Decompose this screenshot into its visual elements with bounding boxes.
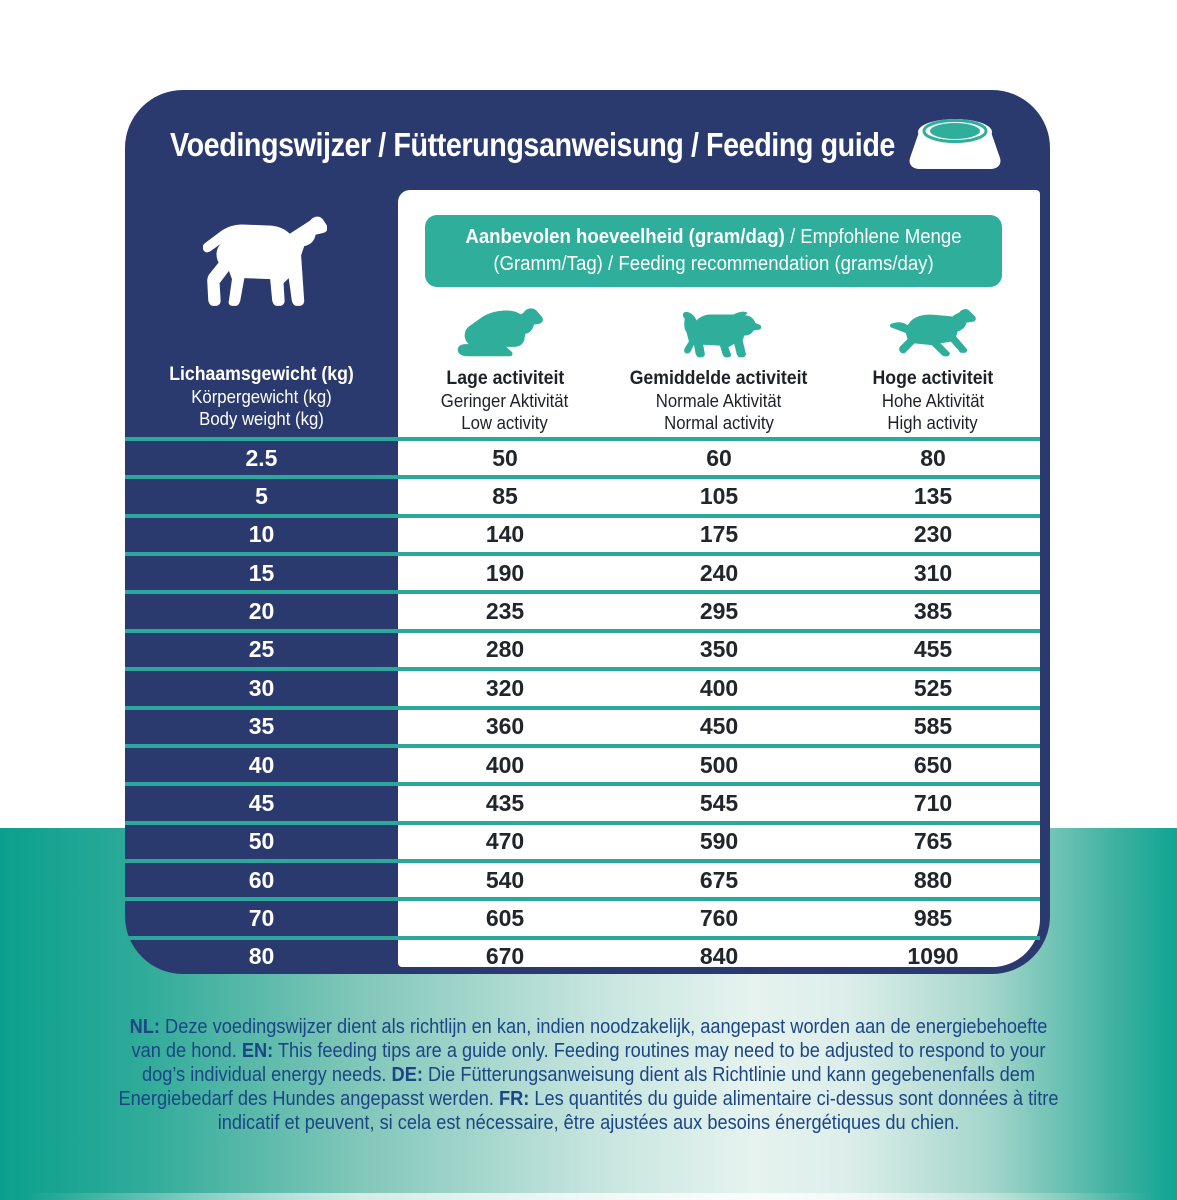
footer-language-label: FR: [498,1088,530,1110]
high-activity-cell: 765 [913,828,953,855]
weight-header-de: Körpergewicht (kg) [191,387,332,407]
footer-text: van de hond. [131,1040,242,1062]
footer-line [53,1111,1124,1135]
high-activity-cell: 310 [913,559,953,586]
column-subtitle-de: Geringer Aktivität [441,391,569,411]
footer-language-label: NL: [129,1016,161,1038]
footer-language-label: EN: [241,1040,274,1062]
low-activity-cell: 400 [485,751,525,778]
low-activity-cell: 280 [485,636,525,663]
normal-activity-cell: 295 [699,598,739,625]
weight-cell: 10 [248,521,275,548]
high-activity-cell: 525 [913,674,953,701]
banner-line2: (Gramm/Tag) / Feeding recommendation (grams/day) [493,253,934,275]
weight-header-en: Body weight (kg) [199,409,324,429]
walking-dog-icon [673,307,765,359]
footer-line [53,1087,1124,1111]
footer-text: Energiebedarf des Hundes angepasst werden. [118,1088,499,1110]
column-title: Gemiddelde activiteit [630,368,808,389]
column-subtitle-de: Normale Aktivität [656,391,782,411]
weight-cell: 45 [248,789,275,816]
high-activity-cell: 985 [913,904,953,931]
normal-activity-cell: 590 [699,828,739,855]
footer-text: Les quantités du guide alimentaire ci-dessus sont données à titre [529,1088,1059,1110]
activity-columns [398,300,1040,434]
footer-note [0,1015,1177,1135]
normal-activity-cell: 60 [706,444,732,471]
footer-text: indicatif et peuvent, si cela est nécessaire, être ajustées aux besoins énergétiques du chien. [217,1112,960,1134]
recommendation-banner [425,215,1002,287]
banner-line1-bold: Aanbevolen hoeveelheid (gram/dag) [465,226,785,248]
footer-text: dog’s individual energy needs. [141,1064,392,1086]
weight-cell: 40 [248,751,275,778]
table-row [125,706,1040,744]
table-row [125,590,1040,628]
table-row [125,936,1040,974]
footer-line [53,1063,1124,1087]
table-row [125,629,1040,667]
low-activity-cell: 540 [485,866,525,893]
low-activity-cell: 435 [485,789,525,816]
high-activity-cell: 455 [913,636,953,663]
normal-activity-cell: 675 [699,866,739,893]
footer-language-label: DE: [391,1064,423,1086]
lying-dog-icon [454,307,556,359]
high-activity-cell: 385 [913,598,953,625]
normal-activity-cell: 105 [699,483,739,510]
high-activity-cell: 80 [920,444,946,471]
weight-cell: 60 [248,866,275,893]
weight-cell: 35 [248,713,275,740]
footer-line [53,1039,1124,1063]
column-subtitle-en: Normal activity [664,413,774,433]
footer-text: Die Fütterungsanweisung dient als Richtlinie und kann gegebenenfalls dem [422,1064,1036,1086]
running-dog-icon [885,307,980,359]
low-activity-cell: 50 [492,444,518,471]
weight-cell: 2.5 [245,444,278,471]
weight-cell: 20 [248,598,275,625]
feeding-guide-panel [125,90,1050,974]
column-subtitle-en: Low activity [461,413,549,433]
footer-text: Deze voedingswijzer dient als richtlijn en kan, indien noodzakelijk, aangepast worden aan de energiebehoefte [160,1016,1048,1038]
column-normal-activity [612,300,826,434]
column-title: Hoge activiteit [872,368,994,389]
low-activity-cell: 470 [485,828,525,855]
table-row [125,821,1040,859]
low-activity-cell: 670 [485,943,525,970]
table-row [125,897,1040,935]
weight-cell: 25 [248,636,275,663]
normal-activity-cell: 760 [699,904,739,931]
low-activity-cell: 605 [485,904,525,931]
low-activity-cell: 320 [485,674,525,701]
normal-activity-cell: 500 [699,751,739,778]
column-high-activity [826,300,1040,434]
weight-cell: 80 [248,943,275,970]
banner-line1-rest: / Empfohlene Menge [784,226,962,248]
high-activity-cell: 710 [913,789,953,816]
footer-line [53,1015,1124,1039]
column-low-activity [398,300,612,434]
low-activity-cell: 360 [485,713,525,740]
low-activity-cell: 190 [485,559,525,586]
page-title: Voedingswijzer / Fütterungsanweisung / Feeding guide [170,126,895,163]
normal-activity-cell: 840 [699,943,739,970]
weight-cell: 70 [248,904,275,931]
footer-text: This feeding tips are a guide only. Feeding routines may need to be adjusted to respond to your [273,1040,1046,1062]
low-activity-cell: 235 [485,598,525,625]
weight-header-nl: Lichaamsgewicht (kg) [169,364,354,385]
high-activity-cell: 585 [913,713,953,740]
standing-dog-silhouette-icon [203,210,327,308]
feeding-table [125,437,1040,974]
table-row [125,514,1040,552]
table-row [125,859,1040,897]
table-row [125,552,1040,590]
table-row [125,667,1040,705]
weight-cell: 30 [248,674,275,701]
column-subtitle-de: Hohe Aktivität [881,391,985,411]
normal-activity-cell: 175 [699,521,739,548]
low-activity-cell: 85 [492,483,518,510]
high-activity-cell: 1090 [907,943,959,970]
table-row [125,437,1040,475]
high-activity-cell: 880 [913,866,953,893]
high-activity-cell: 135 [913,483,953,510]
high-activity-cell: 650 [913,751,953,778]
normal-activity-cell: 240 [699,559,739,586]
normal-activity-cell: 450 [699,713,739,740]
column-title: Lage activiteit [446,368,564,389]
table-row [125,782,1040,820]
weight-cell: 5 [255,483,268,510]
normal-activity-cell: 350 [699,636,739,663]
table-row [125,475,1040,513]
column-subtitle-en: High activity [887,413,979,433]
normal-activity-cell: 400 [699,674,739,701]
table-row [125,744,1040,782]
weight-cell: 15 [248,559,275,586]
high-activity-cell: 230 [913,521,953,548]
low-activity-cell: 140 [485,521,525,548]
weight-column-header [125,364,398,430]
normal-activity-cell: 545 [699,789,739,816]
dog-bowl-icon [903,110,1007,172]
weight-cell: 50 [248,828,275,855]
